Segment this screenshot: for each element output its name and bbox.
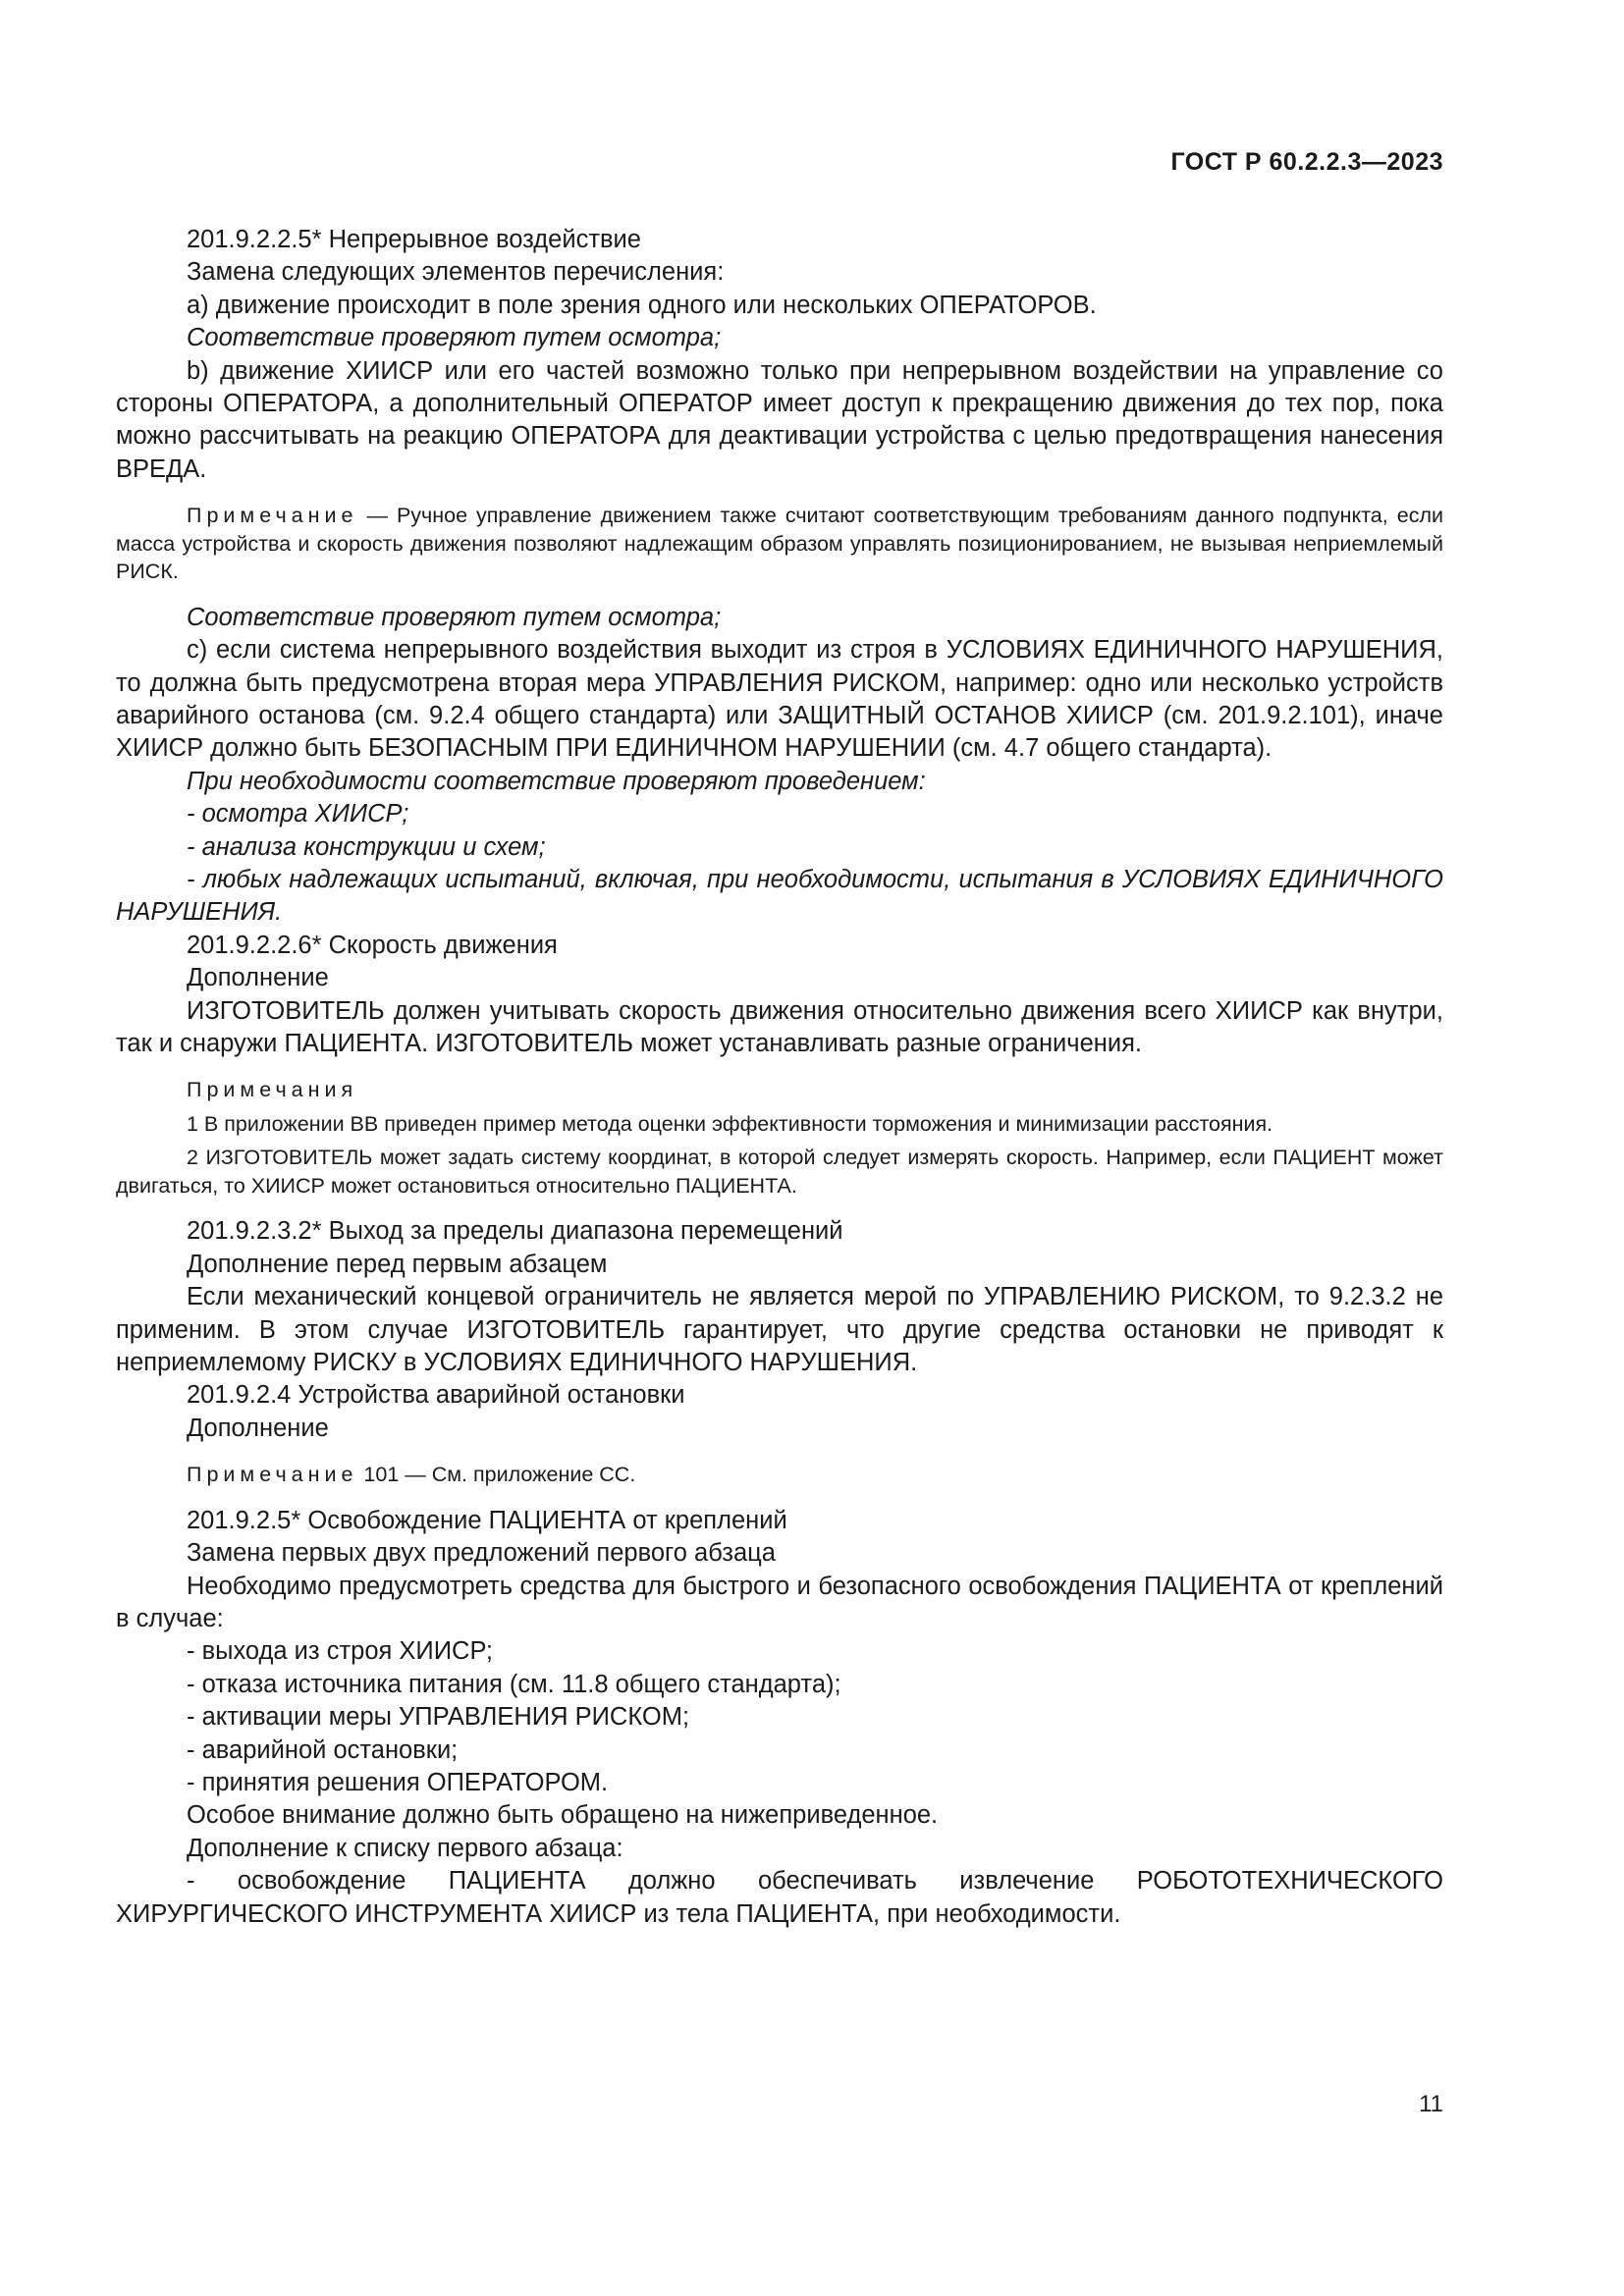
enumeration-item-a: а) движение происходит в поле зрения одного или нескольких ОПЕРАТОРОВ. [187, 291, 1097, 319]
note-item: 1 В приложении ВВ приведен пример метода оценки эффективности торможения и минимизации расстояния. [187, 1111, 1273, 1136]
section-heading: 201.9.2.4 Устройства аварийной остановки [187, 1381, 685, 1410]
document-body [116, 224, 1443, 1931]
list-item: - выхода из строя ХИИСР; [187, 1637, 494, 1666]
enumeration-item-c: с) если система непрерывного воздействия выходит из строя в УСЛОВИЯХ ЕДИНИЧНОГО НАРУШЕНИЯ, то должна быть предусмотрена вторая мера УПРАВЛЕНИЯ РИСКОМ, например: одно или несколько устройств аварийного останова (см. 9.2.4 общего стандарта) или ЗАЩИТНЫЙ ОСТАНОВ ХИИСР (см. 201.9.2.101), иначе ХИИСР должно быть БЕЗОПАСНЫМ ПРИ ЕДИНИЧНОМ НАРУШЕНИИ (см. 4.7 общего стандарта). [116, 636, 1443, 763]
section-replacement-note: Замена следующих элементов перечисления: [187, 258, 725, 287]
section-paragraph: ИЗГОТОВИТЕЛЬ должен учитывать скорость движения относительно движения всего ХИИСР как внутри, так и снаружи ПАЦИЕНТА. ИЗГОТОВИТЕЛЬ может устанавливать разные ограничения. [116, 996, 1443, 1058]
note-text: 101 — См. приложение СС. [357, 1463, 636, 1487]
compliance-list-item: - осмотра ХИИСР; [187, 800, 409, 828]
note-label: Примечание [187, 504, 358, 528]
note-item: 2 ИЗГОТОВИТЕЛЬ может задать систему координат, в которой следует измерять скорость. Например, если ПАЦИЕНТ может двигаться, то ХИИСР может остановиться относительно ПАЦИЕНТА. [116, 1146, 1443, 1198]
section-paragraph: Если механический концевой ограничитель не является мерой по УПРАВЛЕНИЮ РИСКОМ, то 9.2.3.2 не применим. В этом случае ИЗГОТОВИТЕЛЬ гарантирует, что другие средства остановки не приводят к неприемлемому РИСКУ в УСЛОВИЯХ ЕДИНИЧНОГО НАРУШЕНИЯ. [116, 1283, 1443, 1377]
list-item: - аварийной остановки; [187, 1735, 459, 1764]
compliance-list-item: - анализа конструкции и схем; [187, 832, 546, 861]
section-addition-label: Дополнение [187, 964, 329, 992]
section-heading: 201.9.2.5* Освобождение ПАЦИЕНТА от креплений [187, 1506, 787, 1534]
section-replacement-note: Замена первых двух предложений первого абзаца [187, 1539, 776, 1568]
section-paragraph: Необходимо предусмотреть средства для быстрого и безопасного освобождения ПАЦИЕНТА от креплений в случае: [116, 1572, 1443, 1632]
compliance-check-text: При необходимости соответствие проверяют проведением: [187, 767, 926, 795]
note-paragraph [116, 502, 1443, 586]
section-addition-label: Дополнение к списку первого абзаца: [187, 1834, 623, 1862]
notes-label: Примечания [187, 1078, 358, 1102]
enumeration-item-b: b) движение ХИИСР или его частей возможно только при непрерывном воздействии на управление со стороны ОПЕРАТОРА, а дополнительный ОПЕРАТОР имеет доступ к прекращению движения до тех пор, пока можно рассчитывать на реакцию ОПЕРАТОРА для деактивации устройства с целью предотвращения нанесения ВРЕДА. [116, 356, 1443, 483]
list-item: - отказа источника питания (см. 11.8 общего стандарта); [187, 1670, 841, 1698]
section-paragraph: Особое внимание должно быть обращено на нижеприведенное. [187, 1801, 939, 1830]
section-addition-label: Дополнение перед первым абзацем [187, 1250, 608, 1278]
document-header-standard-code: ГОСТ Р 60.2.2.3—2023 [1170, 148, 1443, 176]
compliance-check-text: Соответствие проверяют путем осмотра; [187, 324, 722, 352]
document-page [116, 0, 1443, 2296]
list-item: - принятия решения ОПЕРАТОРОМ. [187, 1769, 609, 1797]
compliance-list-item: - любых надлежащих испытаний, включая, при необходимости, испытания в УСЛОВИЯХ ЕДИНИЧНОГО НАРУШЕНИЯ. [116, 866, 1443, 927]
section-heading: 201.9.2.2.6* Скорость движения [187, 931, 558, 959]
list-item: - активации меры УПРАВЛЕНИЯ РИСКОМ; [187, 1703, 690, 1732]
note-text: — Ручное управление движением также считают соответствующим требованиям данного подпункта, если масса устройства и скорость движения позволяют надлежащим образом управлять позиционированием, не вызывая неприемлемый РИСК. [116, 504, 1443, 584]
note-paragraph [116, 1461, 1443, 1489]
section-addition-label: Дополнение [187, 1414, 329, 1442]
section-heading: 201.9.2.2.5* Непрерывное воздействие [187, 226, 641, 253]
compliance-check-text: Соответствие проверяют путем осмотра; [187, 603, 722, 631]
page-number: 11 [1419, 2091, 1443, 2117]
section-heading: 201.9.2.3.2* Выход за пределы диапазона перемещений [187, 1217, 843, 1246]
list-item: - освобождение ПАЦИЕНТА должно обеспечивать извлечение РОБОТОТЕХНИЧЕСКОГО ХИРУРГИЧЕСКОГО ИНСТРУМЕНТА ХИИСР из тела ПАЦИЕНТА, при необходимости. [116, 1867, 1443, 1928]
note-label: Примечание [187, 1463, 358, 1487]
